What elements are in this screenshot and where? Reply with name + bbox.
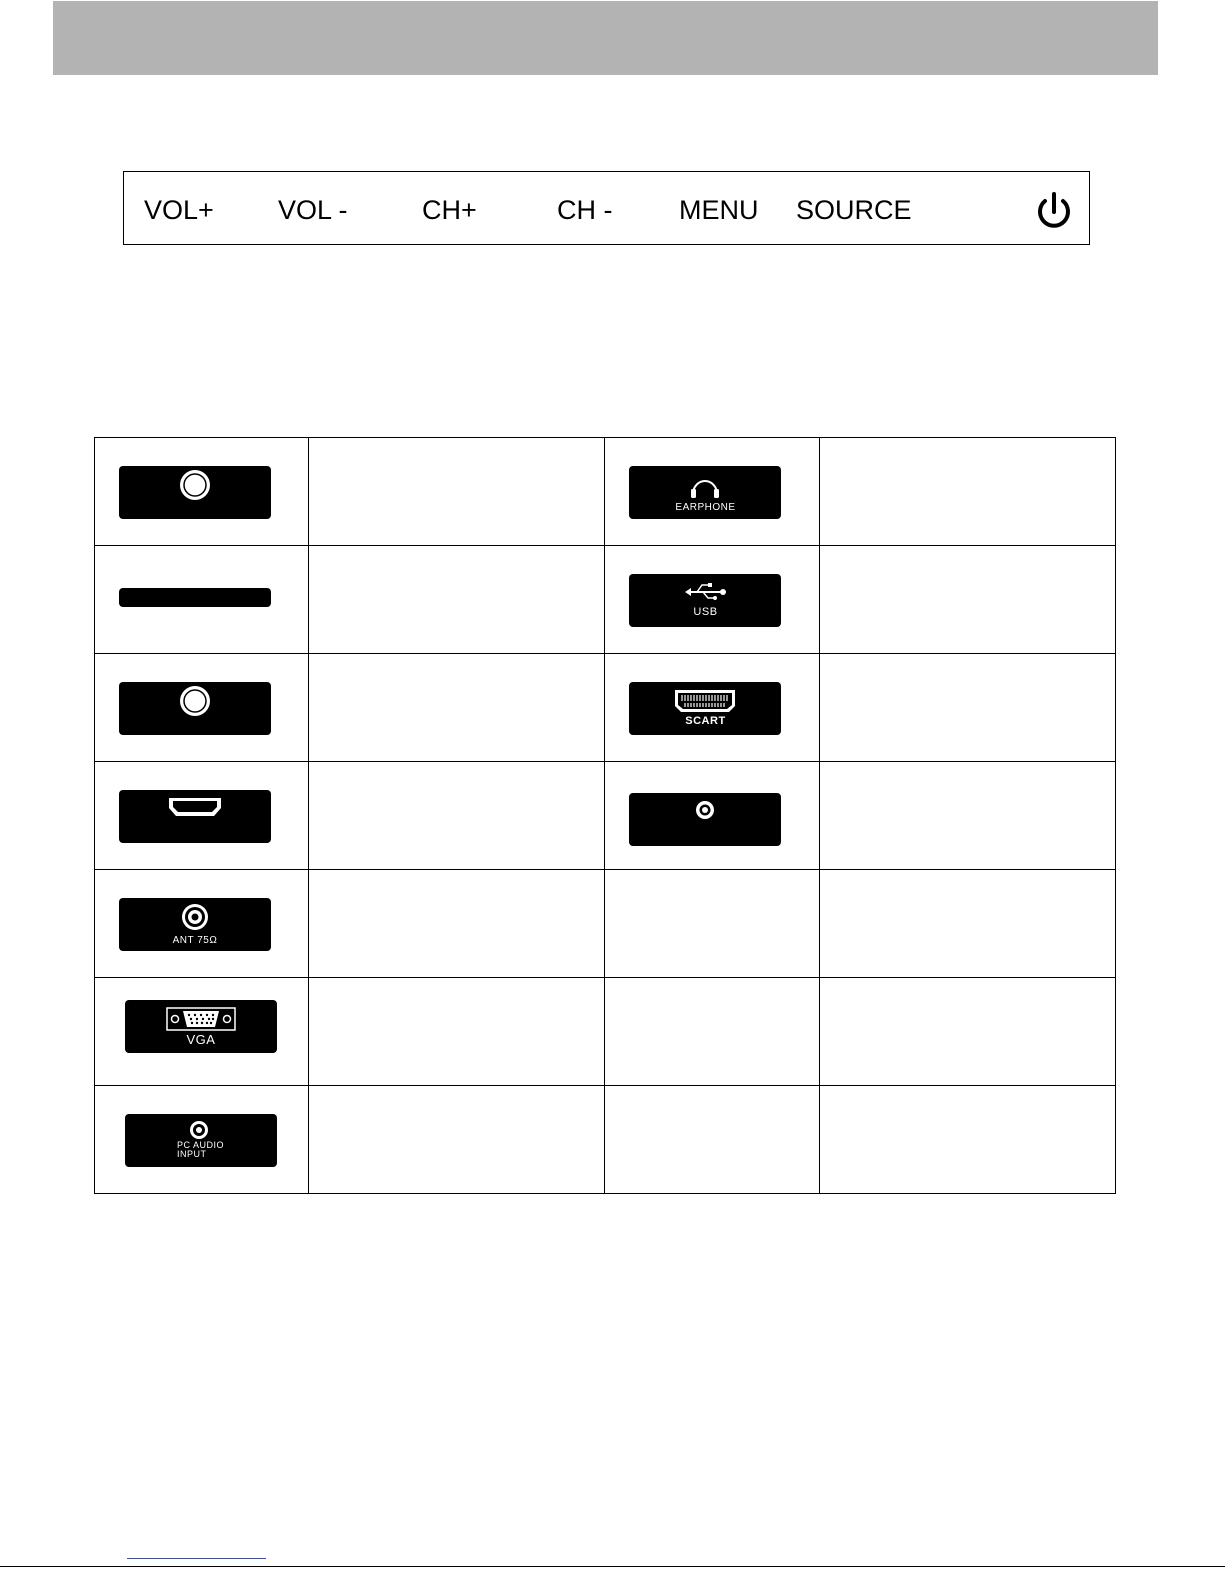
footer-rule (0, 1566, 1225, 1567)
footer-link-underline[interactable] (127, 1558, 266, 1559)
port-description-cell (309, 546, 605, 654)
empty-cell (605, 978, 819, 1086)
earphone-label: EARPHONE (675, 502, 736, 513)
empty-cell (819, 1086, 1115, 1194)
port-icon-cell (95, 978, 309, 1086)
port-icon-cell (605, 438, 819, 546)
ch-down-label: CH - (557, 195, 613, 225)
port-icon-cell (95, 654, 309, 762)
port-icon-cell (95, 438, 309, 546)
headphone-icon (629, 466, 781, 519)
port-description-cell (309, 1086, 605, 1194)
pc-audio-icon (125, 1114, 277, 1167)
port-description-cell (819, 546, 1115, 654)
port-icon-cell (95, 870, 309, 978)
scart-label: SCART (685, 715, 726, 727)
vga-icon (125, 1000, 277, 1053)
table-row (95, 546, 1116, 654)
port-icon-cell (605, 762, 819, 870)
table-row (95, 438, 1116, 546)
empty-cell (605, 870, 819, 978)
ch-up-label: CH+ (422, 195, 477, 225)
port-description-cell (309, 870, 605, 978)
ports-table (94, 437, 1116, 1194)
port-icon-cell (95, 1086, 309, 1194)
table-row (95, 978, 1116, 1086)
table-row (95, 654, 1116, 762)
port-icon-cell (95, 762, 309, 870)
power-icon (1034, 191, 1074, 233)
vol-down-label: VOL - (278, 195, 348, 225)
port-description-cell (819, 654, 1115, 762)
table-row (95, 1086, 1116, 1194)
empty-cell (819, 870, 1115, 978)
control-panel-strip (123, 171, 1090, 245)
usb-icon (629, 574, 781, 627)
port-description-cell (309, 762, 605, 870)
card-slot-icon (119, 588, 271, 607)
antenna-label: ANT 75Ω (172, 935, 218, 946)
hdmi-icon (119, 790, 271, 843)
small-jack-icon (629, 793, 781, 846)
port-description-cell (309, 654, 605, 762)
port-icon-cell (95, 546, 309, 654)
vol-up-label: VOL+ (144, 195, 214, 225)
round-jack-icon (119, 466, 271, 519)
usb-label: USB (693, 606, 718, 618)
empty-cell (605, 1086, 819, 1194)
pc-audio-label: PC AUDIO INPUT (177, 1140, 225, 1159)
port-description-cell (819, 762, 1115, 870)
source-label: SOURCE (796, 195, 912, 225)
empty-cell (819, 978, 1115, 1086)
menu-label: MENU (679, 195, 759, 225)
round-jack-icon (119, 682, 271, 735)
header-band (53, 1, 1158, 75)
port-icon-cell (605, 546, 819, 654)
antenna-icon (119, 898, 271, 951)
port-description-cell (309, 978, 605, 1086)
table-row (95, 762, 1116, 870)
scart-icon (629, 682, 781, 735)
table-row (95, 870, 1116, 978)
port-icon-cell (605, 654, 819, 762)
port-description-cell (819, 438, 1115, 546)
vga-label: VGA (186, 1032, 216, 1047)
port-description-cell (309, 438, 605, 546)
